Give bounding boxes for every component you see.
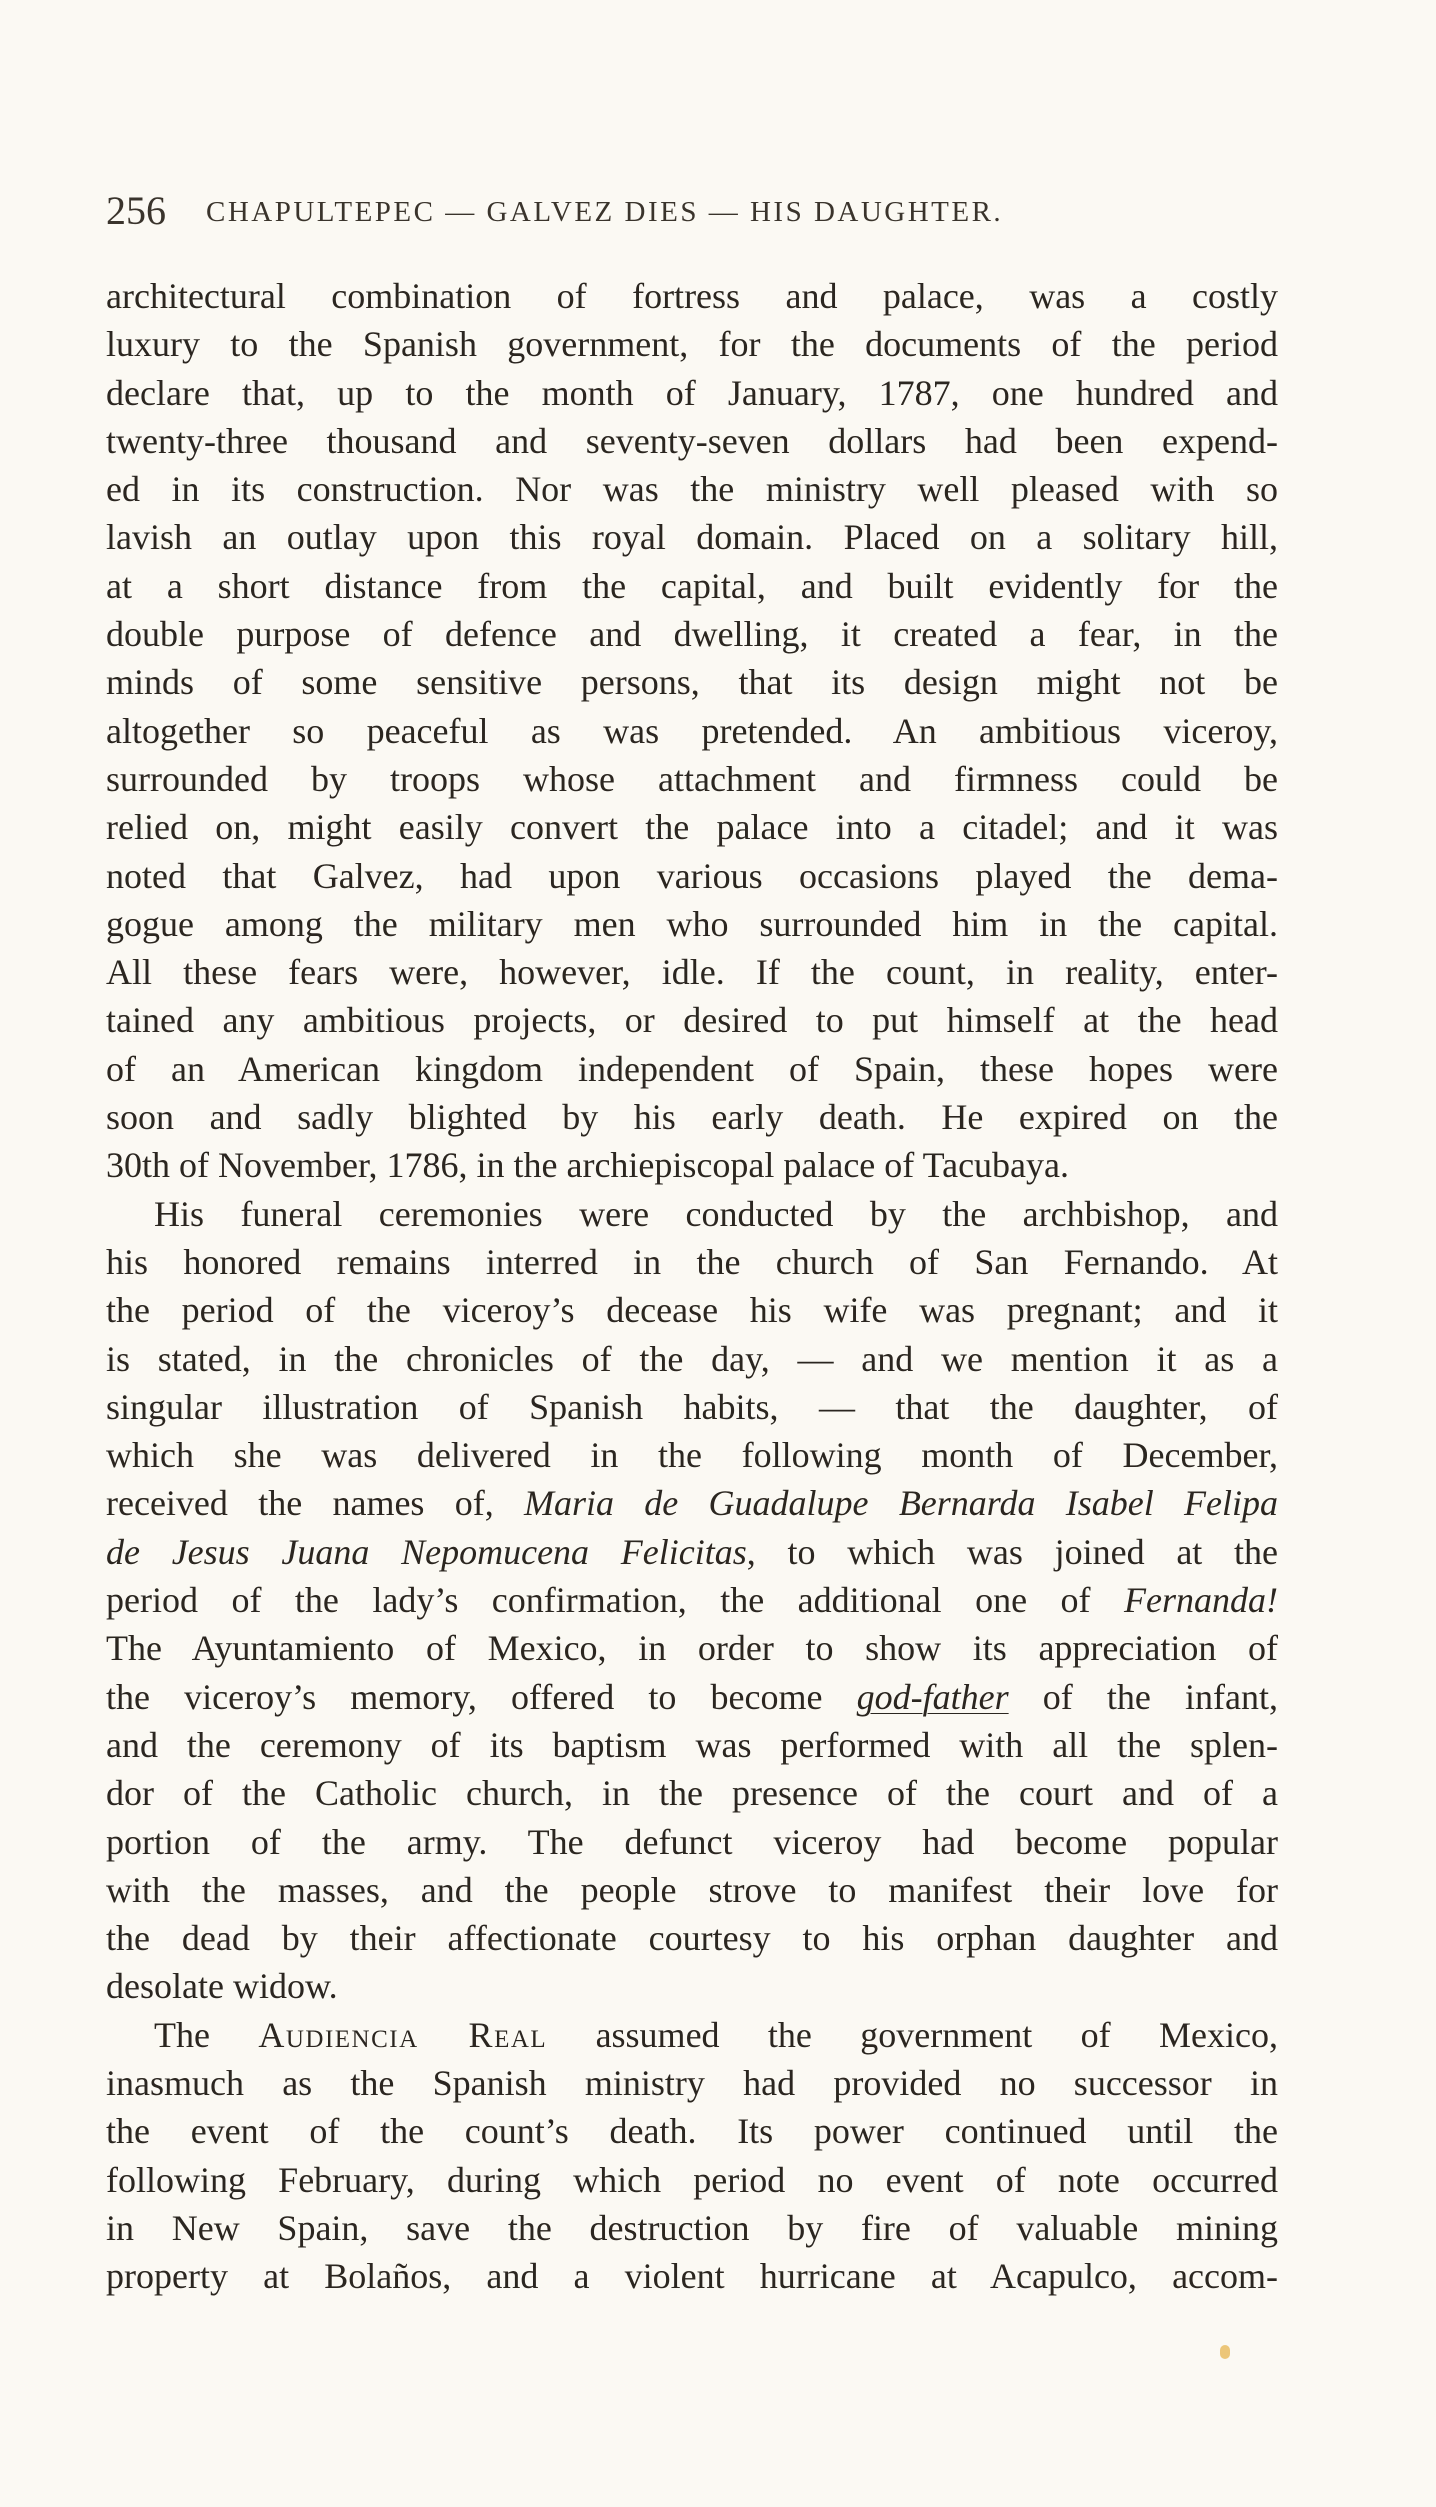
text-line: with the masses, and the people strove to manifest their love for [106,1869,1278,1910]
italic-name: Maria de Guadalupe Bernarda Isabel Felipa [524,1483,1278,1524]
text-line: the event of the count’s death. Its power continued until the [106,2111,1278,2152]
text-line: ed in its construction. Nor was the ministry well pleased with so [106,469,1278,510]
text-line: the dead by their affectionate courtesy to his orphan daughter and [106,1918,1278,1959]
running-head: CHAPULTEPEC — GALVEZ DIES — HIS DAUGHTER. [206,196,1004,228]
text-line: architectural combination of fortress and palace, was a costly [106,276,1278,316]
text-line: of an American kingdom independent of Spain, these hopes were [106,1048,1278,1089]
text-line: property at Bolaños, and a violent hurricane at Acapulco, accom- [106,2256,1278,2297]
text-line: relied on, might easily convert the palace into a citadel; and it was [106,807,1278,848]
text-line: altogether so peaceful as was pretended. An ambitious viceroy, [106,710,1278,751]
text-line: lavish an outlay upon this royal domain. Placed on a solitary hill, [106,517,1278,558]
text-line: double purpose of defence and dwelling, it created a fear, in the [106,614,1278,655]
page-header [106,186,1146,236]
italic-name: de Jesus Juana Nepomucena Felicitas [106,1531,747,1572]
italic-term: god-father [856,1676,1009,1717]
text-line: minds of some sensitive persons, that its design might not be [106,662,1278,703]
text-line: desolate widow. [106,1966,338,2007]
text-line: All these fears were, however, idle. If the count, in reality, enter- [106,952,1278,993]
text-line: soon and sadly blighted by his early death. He expired on the [106,1097,1278,1138]
body-text [106,272,1278,2300]
text-line: singular illustration of Spanish habits, — that the daughter, of [106,1386,1278,1427]
text-line: 30th of November, 1786, in the archiepiscopal palace of Tacubaya. [106,1145,1070,1186]
text-line: gogue among the military men who surrounded him in the capital. [106,903,1278,944]
page-number: 256 [106,188,166,233]
text-line: declare that, up to the month of January, 1787, one hundred and [106,372,1278,413]
small-caps-term: Audiencia Real [258,2014,548,2055]
text-line: noted that Galvez, had upon various occasions played the dema- [106,855,1278,896]
text-line: received the names of, Maria de Guadalupe Bernarda Isabel Felipa [106,1483,1278,1524]
text-line: The Audiencia Real assumed the government of Mexico, [154,2014,1278,2055]
text-line: in New Spain, save the destruction by fire of valuable mining [106,2207,1278,2248]
text-line: inasmuch as the Spanish ministry had provided no successor in [106,2062,1278,2103]
text-line: which she was delivered in the following month of December, [106,1435,1278,1476]
text-line: the period of the viceroy’s decease his wife was pregnant; and it [106,1290,1278,1331]
text-line: is stated, in the chronicles of the day, — and we mention it as a [106,1338,1278,1379]
text-line: following February, during which period no event of note occurred [106,2159,1278,2200]
text-line: at a short distance from the capital, and built evidently for the [106,565,1278,606]
text-line: His funeral ceremonies were conducted by the archbishop, and [154,1193,1278,1234]
text-line: tained any ambitious projects, or desired to put himself at the head [106,1000,1278,1041]
text-line: de Jesus Juana Nepomucena Felicitas, to which was joined at the [106,1531,1278,1572]
text-line: the viceroy’s memory, offered to become god-father of the infant, [106,1676,1278,1717]
paper-stain [1220,2345,1230,2359]
italic-name: Fernanda! [1124,1580,1278,1621]
text-line: portion of the army. The defunct viceroy had become popular [106,1821,1278,1862]
text-line: dor of the Catholic church, in the presence of the court and of a [106,1773,1278,1814]
text-line: period of the lady’s confirmation, the additional one of Fernanda! [106,1580,1278,1621]
text-line: The Ayuntamiento of Mexico, in order to show its appreciation of [106,1628,1278,1669]
text-line: and the ceremony of its baptism was performed with all the splen- [106,1724,1278,1765]
text-line: luxury to the Spanish government, for the documents of the period [106,324,1278,365]
text-line: twenty-three thousand and seventy-seven dollars had been expend- [106,420,1278,461]
text-line: his honored remains interred in the church of San Fernando. At [106,1241,1278,1282]
text-line: surrounded by troops whose attachment and firmness could be [106,758,1278,799]
